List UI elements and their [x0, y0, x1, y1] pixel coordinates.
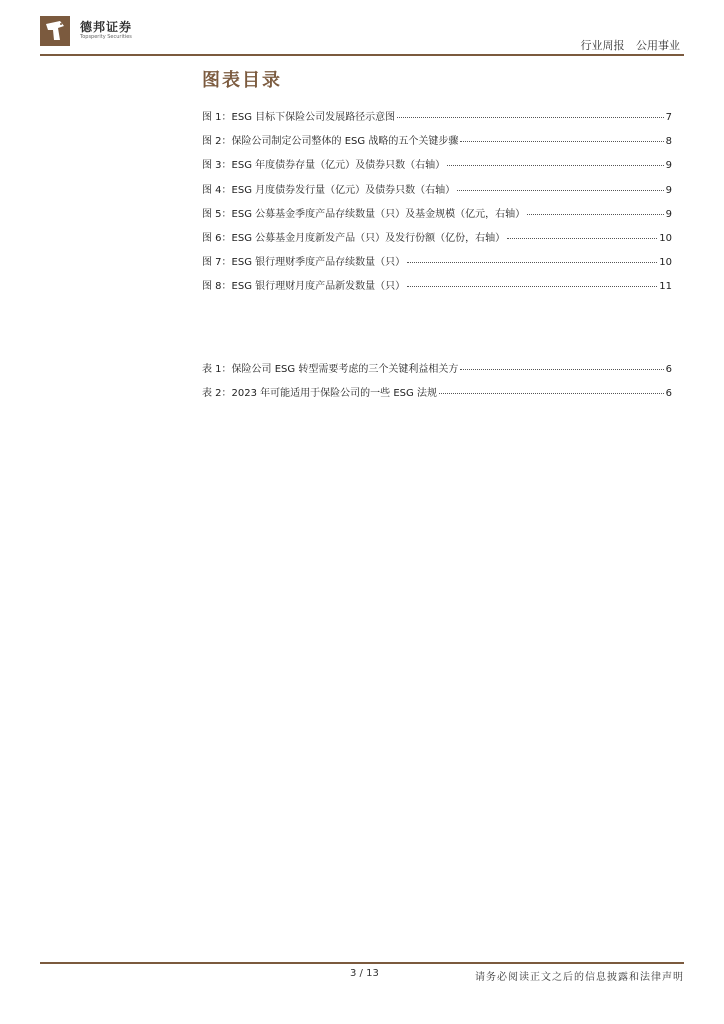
dot-leader — [407, 262, 657, 263]
toc-entry-page: 10 — [659, 257, 672, 269]
dot-leader — [407, 286, 657, 287]
header-tags — [581, 37, 681, 53]
toc-entry-label: 图 3：ESG 年度债券存量（亿元）及债券只数（右轴） — [202, 160, 446, 172]
figure-toc-entry[interactable] — [202, 108, 672, 132]
dot-leader — [460, 141, 663, 142]
toc-entry-label: 图 5：ESG 公募基金季度产品存续数量（只）及基金规模（亿元，右轴） — [202, 208, 526, 220]
figure-list — [202, 108, 672, 302]
toc-entry-label: 图 6：ESG 公募基金月度新发产品（只）及发行份额（亿份，右轴） — [202, 232, 506, 244]
toc-entry-label: 图 4：ESG 月度债券发行量（亿元）及债券只数（右轴） — [202, 184, 456, 196]
header-divider — [40, 54, 684, 56]
legal-disclaimer: 请务必阅读正文之后的信息披露和法律声明 — [475, 972, 684, 983]
toc-entry-page: 9 — [665, 208, 672, 220]
report-type: 行业周报 — [580, 39, 625, 52]
table-toc-entry[interactable] — [202, 384, 672, 408]
dot-leader — [439, 393, 664, 394]
dot-leader — [507, 238, 657, 239]
topsperity-logo-icon — [40, 16, 70, 46]
toc-entry-page: 9 — [665, 160, 672, 172]
footer-divider — [40, 962, 684, 964]
figure-toc-entry[interactable] — [202, 253, 672, 277]
toc-entry-page: 6 — [665, 388, 672, 400]
toc-title: 图表目录 — [202, 70, 282, 91]
dot-leader — [460, 369, 663, 370]
figure-toc-entry[interactable] — [202, 205, 672, 229]
toc-entry-label: 图 7：ESG 银行理财季度产品存续数量（只） — [202, 257, 406, 269]
toc-entry-page: 7 — [665, 112, 672, 123]
page-header — [0, 0, 724, 60]
figure-toc-entry[interactable] — [202, 229, 672, 253]
page-number: 3 / 13 — [350, 968, 379, 979]
toc-entry-label: 表 1：保险公司 ESG 转型需要考虑的三个关键利益相关方 — [202, 364, 459, 375]
dot-leader — [457, 190, 663, 191]
dot-leader — [527, 214, 663, 215]
industry-label: 公用事业 — [636, 39, 680, 52]
toc-entry-label: 图 8：ESG 银行理财月度产品新发数量（只） — [202, 281, 406, 293]
table-toc-entry[interactable] — [202, 360, 672, 384]
toc-entry-page: 10 — [659, 232, 672, 244]
toc-entry-page: 6 — [665, 364, 672, 375]
toc-entry-page: 8 — [665, 136, 672, 148]
dot-leader — [397, 117, 663, 118]
toc-entry-label: 表 2：2023 年可能适用于保险公司的一些 ESG 法规 — [202, 388, 437, 400]
toc-entry-page: 11 — [659, 281, 672, 293]
figure-toc-entry[interactable] — [202, 156, 672, 180]
toc-entry-page: 9 — [665, 184, 672, 196]
figure-toc-entry[interactable] — [202, 181, 672, 205]
figure-toc-entry[interactable] — [202, 132, 672, 156]
toc-entry-label: 图 2：保险公司制定公司整体的 ESG 战略的五个关键步骤 — [202, 136, 459, 148]
table-list — [202, 360, 672, 408]
brand-name-cn: 德邦证券 — [80, 20, 133, 34]
brand-name-en: Topsperity Securities — [80, 34, 132, 40]
figure-toc-entry[interactable] — [202, 277, 672, 301]
dot-leader — [447, 165, 663, 166]
toc-entry-label: 图 1：ESG 目标下保险公司发展路径示意图 — [202, 112, 396, 123]
